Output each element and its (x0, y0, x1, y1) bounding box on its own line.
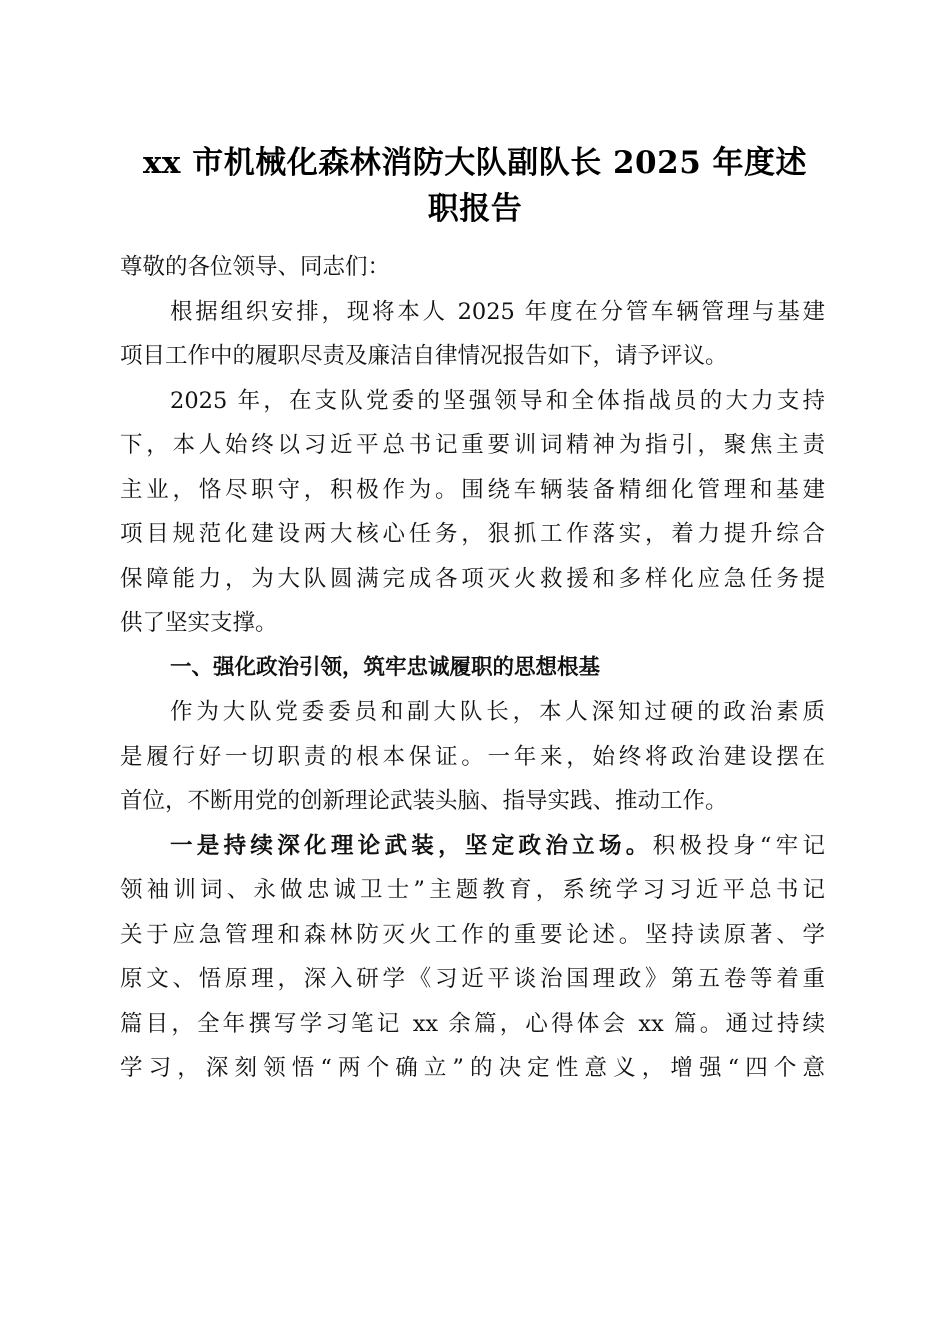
section-heading-1: 一、强化政治引领，筑牢忠诚履职的思想根基 (170, 654, 601, 680)
lead-rest-text: 积极投身“牢记 (652, 832, 825, 859)
paragraph-intro (120, 290, 825, 379)
paragraph-line-first (120, 824, 825, 869)
paragraph-line: 根据组织安排，现将本人 2025 年度在分管车辆管理与基建 (170, 298, 825, 325)
salutation: 尊敬的各位领导、同志们： (120, 254, 391, 280)
paragraph-line: 供了坚实支撑。 (120, 610, 278, 636)
paragraph-line: 首位，不断用党的创新理论武装头脑、指导实践、推动工作。 (120, 788, 728, 814)
paragraph-line: 主业，恪尽职守，积极作为。围绕车辆装备精细化管理和基建 (120, 476, 825, 503)
paragraph-line: 2025 年，在支队党委的坚强领导和全体指战员的大力支持 (170, 387, 825, 414)
title-line-2: 职报告 (427, 191, 523, 227)
title-line-1: xx 市机械化森林消防大队副队长 2025 年度述 (142, 145, 808, 181)
paragraph-line: 保障能力，为大队圆满完成各项灭火救援和多样化应急任务提 (120, 565, 825, 592)
paragraph-line: 领袖训词、永做忠诚卫士”主题教育，系统学习习近平总书记 (120, 877, 825, 903)
paragraph-overview (120, 379, 825, 646)
document-title (110, 140, 840, 232)
paragraph-line: 原文、悟原理，深入研学《习近平谈治国理政》第五卷等着重 (120, 966, 825, 992)
paragraph-theory (120, 824, 825, 1091)
paragraph-line: 下，本人始终以习近平总书记重要训词精神为指引，聚焦主责 (120, 432, 825, 458)
paragraph-line: 项目规范化建设两大核心任务，狠抓工作落实，着力提升综合 (120, 521, 825, 547)
paragraph-line: 是履行好一切职责的根本保证。一年来，始终将政治建设摆在 (120, 743, 825, 770)
paragraph-political (120, 690, 825, 824)
paragraph-line: 关于应急管理和森林防灭火工作的重要论述。坚持读原著、学 (120, 921, 825, 948)
bold-lead-text: 一是持续深化理论武装，坚定政治立场。 (170, 832, 653, 859)
paragraph-line: 作为大队党委委员和副大队长，本人深知过硬的政治素质 (170, 699, 825, 725)
paragraph-line: 篇目，全年撰写学习笔记 xx 余篇，心得体会 xx 篇。通过持续 (120, 1010, 825, 1037)
paragraph-line: 学习，深刻领悟“两个确立”的决定性意义，增强“四个意 (120, 1055, 825, 1081)
paragraph-line: 项目工作中的履职尽责及廉洁自律情况报告如下，请予评议。 (120, 343, 728, 369)
document-body (120, 245, 825, 1091)
